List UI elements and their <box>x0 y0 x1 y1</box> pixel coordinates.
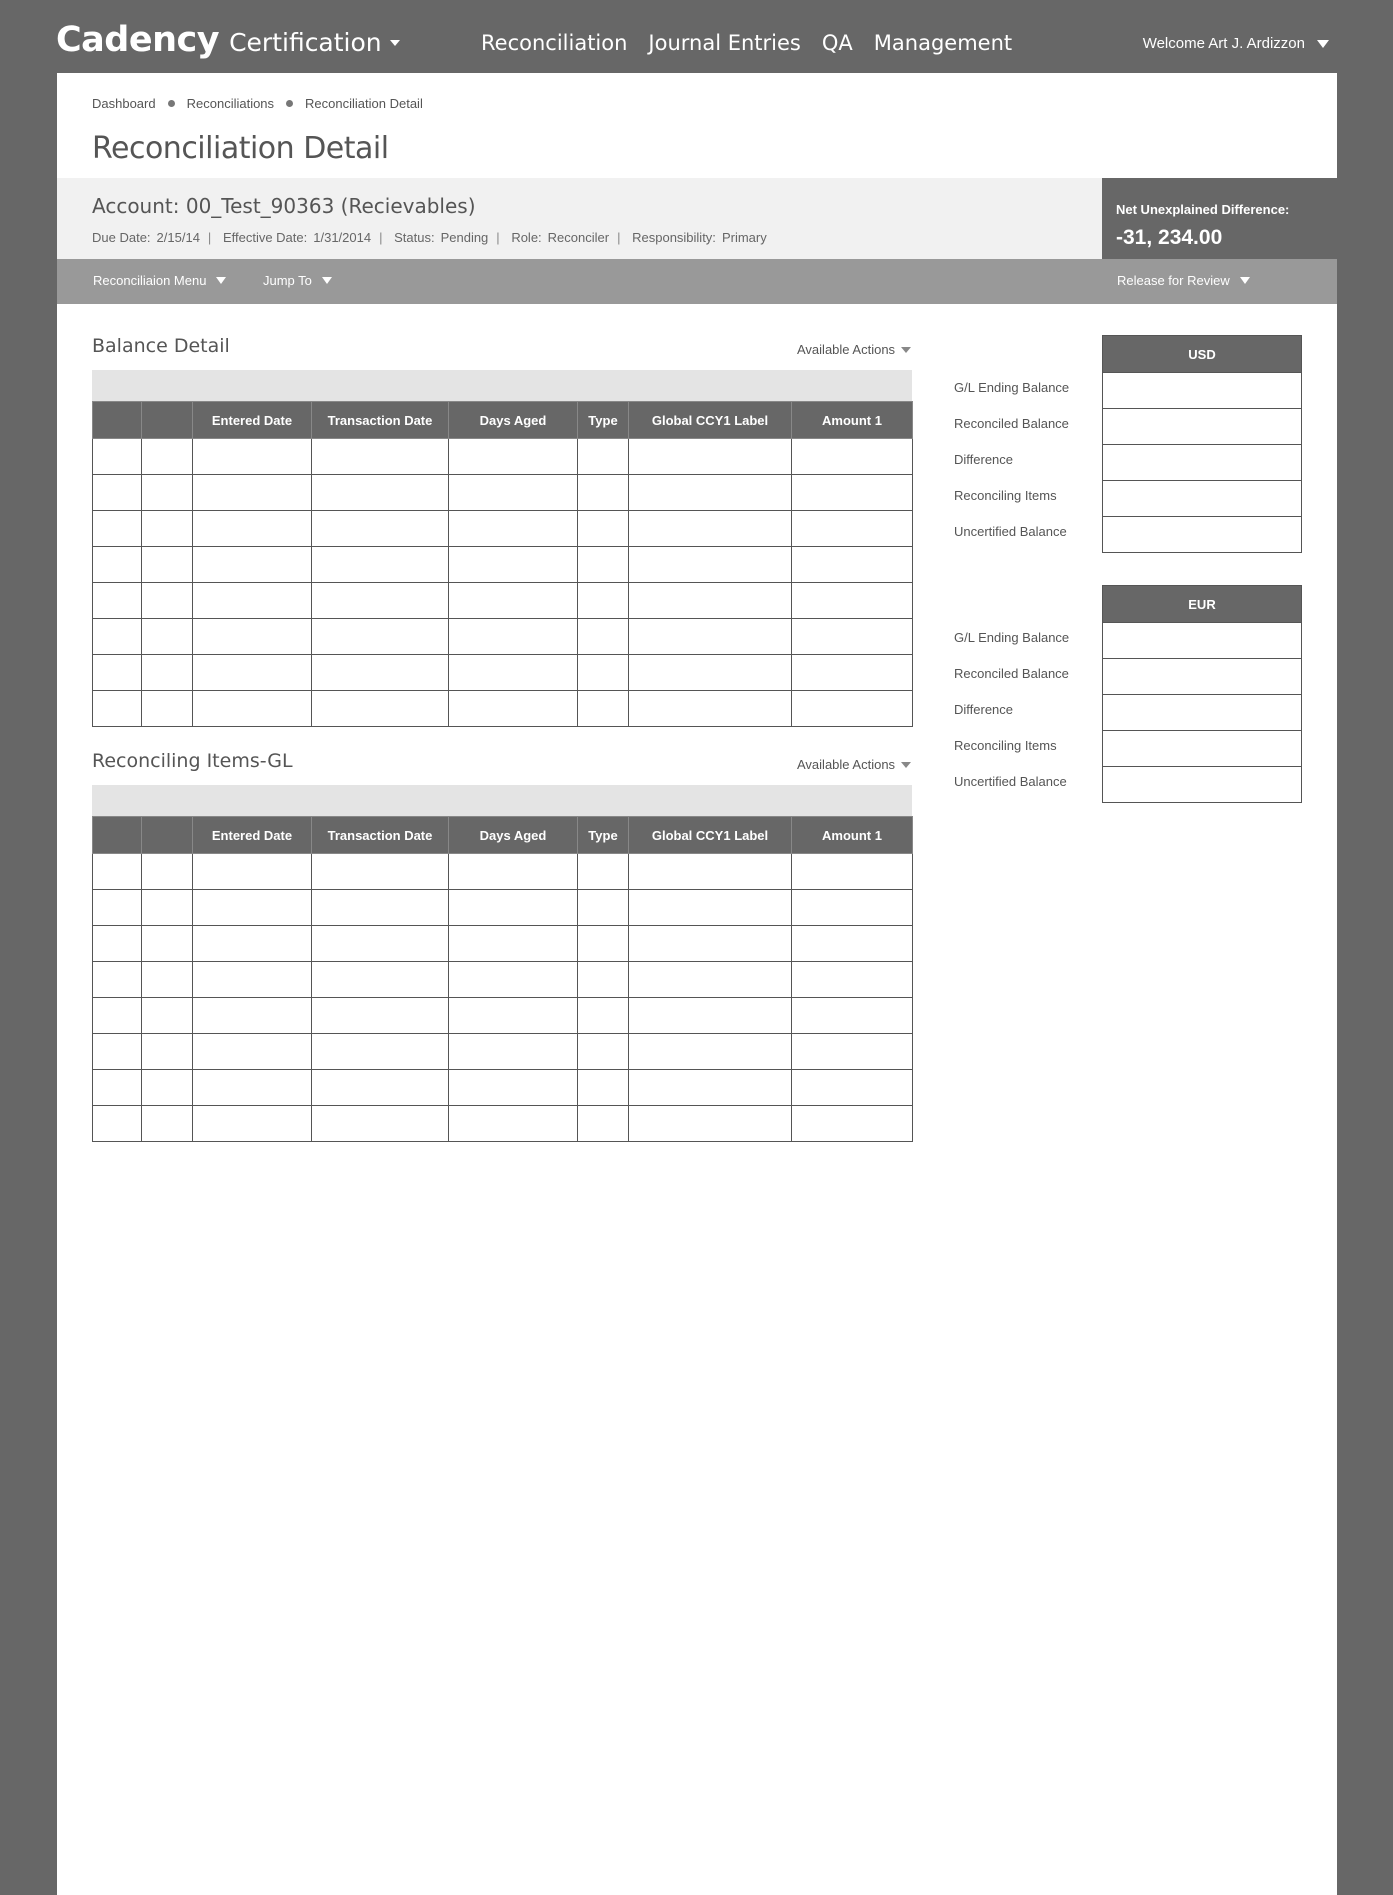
column-header-type[interactable]: Type <box>578 817 629 854</box>
table-cell <box>93 1070 142 1106</box>
table-cell <box>449 1106 578 1142</box>
column-header-type[interactable]: Type <box>578 402 629 439</box>
table-cell <box>449 475 578 511</box>
chevron-down-icon <box>216 277 226 284</box>
usd-uncertified-balance-value <box>1103 516 1301 552</box>
eur-difference-value <box>1103 694 1301 730</box>
balance-detail-table <box>92 401 913 727</box>
product-switcher[interactable] <box>229 28 400 57</box>
breadcrumb-dashboard[interactable]: Dashboard <box>92 96 156 111</box>
table-cell <box>93 926 142 962</box>
column-header[interactable] <box>93 817 142 854</box>
table-cell <box>312 547 449 583</box>
table-cell <box>449 655 578 691</box>
meta-separator: | <box>207 230 212 245</box>
table-cell <box>792 475 913 511</box>
breadcrumb-separator-icon <box>286 100 293 107</box>
table-cell <box>142 890 193 926</box>
table-cell <box>792 439 913 475</box>
table-cell <box>792 926 913 962</box>
table-cell <box>142 619 193 655</box>
eur-gl-ending-balance-label: G/L Ending Balance <box>954 630 1070 645</box>
table-cell <box>629 854 792 890</box>
table-cell <box>142 1070 193 1106</box>
table-cell <box>312 1034 449 1070</box>
column-header-amount-1[interactable]: Amount 1 <box>792 402 913 439</box>
table-row[interactable] <box>93 998 913 1034</box>
eur-reconciled-balance-value <box>1103 658 1301 694</box>
product-name: Certification <box>229 28 382 57</box>
column-header-global-ccy1-label[interactable]: Global CCY1 Label <box>629 817 792 854</box>
table-cell <box>142 998 193 1034</box>
table-cell <box>142 926 193 962</box>
table-row[interactable] <box>93 890 913 926</box>
table-cell <box>449 511 578 547</box>
table-cell <box>629 1034 792 1070</box>
effective-date-value: 1/31/2014 <box>313 230 372 245</box>
table-cell <box>312 1106 449 1142</box>
table-cell <box>142 439 193 475</box>
table-row[interactable] <box>93 1070 913 1106</box>
column-header[interactable] <box>142 402 193 439</box>
status-value: Pending <box>440 230 489 245</box>
table-cell <box>312 962 449 998</box>
table-cell <box>629 475 792 511</box>
jump-to-dropdown[interactable] <box>263 273 332 288</box>
table-cell <box>93 854 142 890</box>
action-menu-bar <box>57 259 1337 304</box>
table-cell <box>312 619 449 655</box>
table-cell <box>142 475 193 511</box>
table-cell <box>312 583 449 619</box>
responsibility-value: Primary <box>721 230 767 245</box>
table-cell <box>629 547 792 583</box>
table-cell <box>578 583 629 619</box>
table-cell <box>312 890 449 926</box>
table-cell <box>578 890 629 926</box>
table-cell <box>629 998 792 1034</box>
table-cell <box>629 1106 792 1142</box>
role-value: Reconciler <box>547 230 610 245</box>
breadcrumb-separator-icon <box>168 100 175 107</box>
due-date-value: 2/15/14 <box>156 230 200 245</box>
breadcrumb-current: Reconciliation Detail <box>305 96 423 111</box>
nav-qa[interactable]: QA <box>821 31 853 55</box>
brand <box>56 20 400 60</box>
column-header-transaction-date[interactable]: Transaction Date <box>312 817 449 854</box>
table-cell <box>792 890 913 926</box>
table-row[interactable] <box>93 511 913 547</box>
table-cell <box>792 691 913 727</box>
table-cell <box>193 655 312 691</box>
chevron-down-icon <box>322 277 332 284</box>
table-cell <box>578 619 629 655</box>
table-row[interactable] <box>93 926 913 962</box>
table-cell <box>449 439 578 475</box>
eur-header: EUR <box>1103 586 1301 622</box>
table-header-row <box>93 817 913 854</box>
column-header-days-aged[interactable]: Days Aged <box>449 817 578 854</box>
usd-reconciling-items-value <box>1103 480 1301 516</box>
table-cell <box>629 691 792 727</box>
table-cell <box>193 1070 312 1106</box>
table-cell <box>629 655 792 691</box>
account-meta <box>92 230 767 245</box>
available-actions-label: Available Actions <box>797 342 896 357</box>
table-cell <box>449 619 578 655</box>
available-actions-label: Available Actions <box>797 757 896 772</box>
column-header-transaction-date[interactable]: Transaction Date <box>312 402 449 439</box>
table-cell <box>193 547 312 583</box>
table-cell <box>142 962 193 998</box>
table-cell <box>312 475 449 511</box>
reconciliation-menu-label: Reconciliaion Menu <box>93 273 207 288</box>
table-cell <box>142 583 193 619</box>
table-cell <box>193 962 312 998</box>
meta-separator: | <box>496 230 500 245</box>
table-cell <box>93 655 142 691</box>
table-cell <box>792 1106 913 1142</box>
nav-reconciliation[interactable]: Reconciliation <box>481 31 628 55</box>
net-unexplained-label: Net Unexplained Difference: <box>1116 202 1290 217</box>
table-row[interactable] <box>93 854 913 890</box>
breadcrumb <box>92 96 423 111</box>
table-cell <box>578 511 629 547</box>
table-cell <box>93 1034 142 1070</box>
table-cell <box>312 1070 449 1106</box>
status-label: Status: <box>394 230 435 245</box>
table-cell <box>312 439 449 475</box>
table-cell <box>312 655 449 691</box>
table-cell <box>578 1034 629 1070</box>
column-header-entered-date[interactable]: Entered Date <box>193 402 312 439</box>
table-cell <box>193 926 312 962</box>
table-row[interactable] <box>93 475 913 511</box>
release-for-review-label: Release for Review <box>1117 273 1230 288</box>
table-cell <box>449 691 578 727</box>
chevron-down-icon <box>901 762 911 768</box>
column-header-amount-1[interactable]: Amount 1 <box>792 817 913 854</box>
responsibility-label: Responsibility: <box>632 230 716 245</box>
table-header-row <box>93 402 913 439</box>
reconciling-items-filter-bar[interactable] <box>92 785 912 816</box>
table-cell <box>629 511 792 547</box>
table-cell <box>193 998 312 1034</box>
usd-uncertified-balance-label: Uncertified Balance <box>954 524 1067 539</box>
table-cell <box>193 890 312 926</box>
table-cell <box>792 511 913 547</box>
table-cell <box>142 1106 193 1142</box>
table-cell <box>629 583 792 619</box>
main-nav <box>481 31 1033 55</box>
net-unexplained-difference <box>1102 178 1337 259</box>
table-cell <box>193 691 312 727</box>
reconciliation-menu-dropdown[interactable] <box>93 273 226 288</box>
table-cell <box>792 583 913 619</box>
balance-detail-actions-dropdown[interactable] <box>797 342 911 357</box>
user-menu[interactable] <box>1143 35 1329 52</box>
usd-header: USD <box>1103 336 1301 372</box>
table-cell <box>578 1106 629 1142</box>
nav-management[interactable]: Management <box>873 31 1013 55</box>
table-row[interactable] <box>93 691 913 727</box>
table-cell <box>193 511 312 547</box>
reconciling-items-table <box>92 816 913 1142</box>
table-cell <box>449 890 578 926</box>
nav-journal-entries[interactable]: Journal Entries <box>648 31 801 55</box>
column-header-global-ccy1-label[interactable]: Global CCY1 Label <box>629 402 792 439</box>
table-cell <box>193 475 312 511</box>
eur-difference-label: Difference <box>954 702 1014 717</box>
table-cell <box>193 619 312 655</box>
table-cell <box>578 1070 629 1106</box>
table-cell <box>312 511 449 547</box>
table-cell <box>792 547 913 583</box>
table-cell <box>578 547 629 583</box>
net-unexplained-value: -31, 234.00 <box>1116 226 1223 249</box>
table-cell <box>312 854 449 890</box>
chevron-down-icon <box>390 40 400 46</box>
release-for-review-dropdown[interactable] <box>1117 273 1250 288</box>
meta-separator: | <box>379 230 383 245</box>
jump-to-label: Jump To <box>263 273 312 288</box>
table-cell <box>93 619 142 655</box>
table-cell <box>578 926 629 962</box>
table-cell <box>578 439 629 475</box>
eur-reconciling-items-value <box>1103 730 1301 766</box>
table-cell <box>578 962 629 998</box>
table-cell <box>449 1070 578 1106</box>
balance-detail-title: Balance Detail <box>92 335 230 357</box>
table-cell <box>792 1034 913 1070</box>
page-title: Reconciliation Detail <box>92 131 389 166</box>
table-row[interactable] <box>93 583 913 619</box>
chevron-down-icon <box>1240 277 1250 284</box>
table-cell <box>449 547 578 583</box>
table-cell <box>792 619 913 655</box>
chevron-down-icon <box>901 347 911 353</box>
role-label: Role: <box>511 230 542 245</box>
main-content <box>57 73 1337 1895</box>
table-cell <box>629 962 792 998</box>
usd-reconciled-balance-value <box>1103 408 1301 444</box>
table-cell <box>792 655 913 691</box>
table-cell <box>449 583 578 619</box>
table-cell <box>792 998 913 1034</box>
table-cell <box>792 962 913 998</box>
table-cell <box>629 1070 792 1106</box>
usd-gl-ending-balance-label: G/L Ending Balance <box>954 380 1070 395</box>
column-header-days-aged[interactable]: Days Aged <box>449 402 578 439</box>
table-cell <box>93 475 142 511</box>
table-cell <box>142 691 193 727</box>
table-row[interactable] <box>93 1034 913 1070</box>
table-cell <box>578 854 629 890</box>
table-cell <box>93 511 142 547</box>
table-cell <box>578 998 629 1034</box>
usd-balance-panel <box>1102 335 1302 553</box>
table-cell <box>142 655 193 691</box>
table-cell <box>142 854 193 890</box>
account-title: Account: 00_Test_90363 (Recievables) <box>92 194 476 218</box>
eur-reconciling-items-label: Reconciling Items <box>954 738 1057 753</box>
table-row[interactable] <box>93 1106 913 1142</box>
table-cell <box>312 998 449 1034</box>
table-cell <box>142 511 193 547</box>
table-row[interactable] <box>93 962 913 998</box>
table-cell <box>93 691 142 727</box>
account-summary <box>57 178 1102 259</box>
meta-separator: | <box>617 230 621 245</box>
table-cell <box>193 1106 312 1142</box>
table-row[interactable] <box>93 547 913 583</box>
table-cell <box>449 926 578 962</box>
table-cell <box>449 962 578 998</box>
table-cell <box>792 854 913 890</box>
chevron-down-icon <box>1317 40 1329 48</box>
table-cell <box>193 439 312 475</box>
table-cell <box>629 439 792 475</box>
table-cell <box>93 998 142 1034</box>
table-cell <box>629 890 792 926</box>
table-cell <box>578 475 629 511</box>
table-row[interactable] <box>93 439 913 475</box>
table-cell <box>93 583 142 619</box>
reconciling-items-title: Reconciling Items-GL <box>92 750 293 772</box>
eur-uncertified-balance-value <box>1103 766 1301 802</box>
table-cell <box>93 439 142 475</box>
table-cell <box>449 998 578 1034</box>
table-cell <box>578 691 629 727</box>
table-cell <box>93 962 142 998</box>
table-cell <box>142 547 193 583</box>
table-row[interactable] <box>93 619 913 655</box>
column-header[interactable] <box>93 402 142 439</box>
table-cell <box>142 1034 193 1070</box>
due-date-label: Due Date: <box>92 230 151 245</box>
brand-logo[interactable]: Cadency <box>56 20 220 60</box>
table-cell <box>629 926 792 962</box>
eur-reconciled-balance-label: Reconciled Balance <box>954 666 1069 681</box>
table-cell <box>312 691 449 727</box>
usd-reconciled-balance-label: Reconciled Balance <box>954 416 1069 431</box>
table-cell <box>93 547 142 583</box>
table-cell <box>193 583 312 619</box>
effective-date-label: Effective Date: <box>222 230 308 245</box>
usd-difference-value <box>1103 444 1301 480</box>
table-cell <box>449 1034 578 1070</box>
table-cell <box>193 854 312 890</box>
eur-gl-ending-balance-value <box>1103 622 1301 658</box>
column-header[interactable] <box>142 817 193 854</box>
table-cell <box>629 619 792 655</box>
table-cell <box>449 854 578 890</box>
usd-gl-ending-balance-value <box>1103 372 1301 408</box>
welcome-text: Welcome Art J. Ardizzon <box>1142 35 1305 52</box>
usd-difference-label: Difference <box>954 452 1014 467</box>
eur-uncertified-balance-label: Uncertified Balance <box>954 774 1067 789</box>
reconciling-items-actions-dropdown[interactable] <box>797 757 911 772</box>
table-row[interactable] <box>93 655 913 691</box>
table-cell <box>578 655 629 691</box>
table-cell <box>93 890 142 926</box>
usd-reconciling-items-label: Reconciling Items <box>954 488 1057 503</box>
table-cell <box>193 1034 312 1070</box>
table-cell <box>93 1106 142 1142</box>
table-cell <box>312 926 449 962</box>
balance-detail-filter-bar[interactable] <box>92 370 912 401</box>
table-cell <box>792 1070 913 1106</box>
eur-balance-panel <box>1102 585 1302 803</box>
column-header-entered-date[interactable]: Entered Date <box>193 817 312 854</box>
breadcrumb-reconciliations[interactable]: Reconciliations <box>186 96 275 111</box>
top-navigation-bar <box>0 0 1393 73</box>
